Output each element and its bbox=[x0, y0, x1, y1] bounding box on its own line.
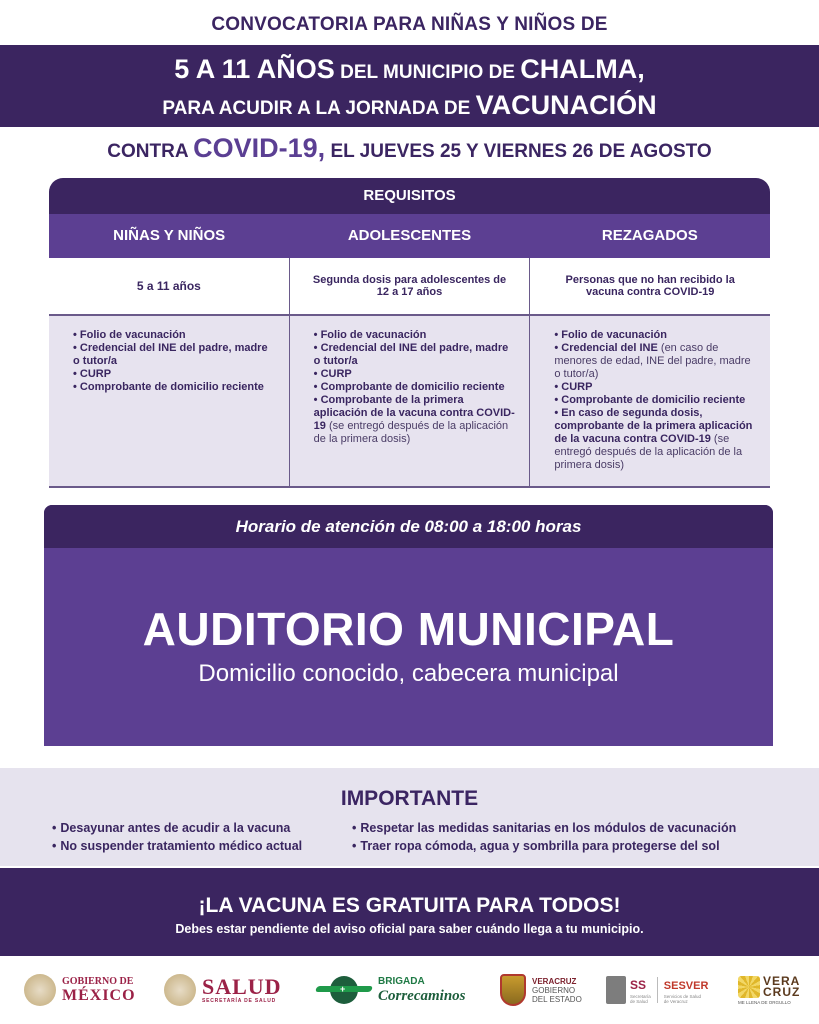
free-vaccine-title: ¡LA VACUNA ES GRATUITA PARA TODOS! bbox=[198, 894, 621, 917]
list-item: • Credencial del INE del padre, madre o tutor/a bbox=[73, 342, 268, 367]
list-item: • Comprobante de domicilio reciente bbox=[73, 381, 264, 393]
list-item: • No suspender tratamiento médico actual bbox=[52, 837, 302, 855]
requirements-column-headers bbox=[49, 214, 770, 258]
subtitle-adolescentes: Segunda dosis para adolescentes de 12 a 17 años bbox=[290, 258, 531, 314]
list-item: • Folio de vacunación bbox=[73, 329, 186, 341]
list-item: • Credencial del INE del padre, madre o tutor/a bbox=[313, 342, 509, 367]
list-item: • CURP bbox=[313, 368, 352, 380]
header-line-4 bbox=[0, 133, 819, 164]
requirements-list-adolescentes bbox=[290, 316, 531, 486]
logo-brigada-correcaminos: + BRIGADA Correcaminos bbox=[316, 972, 466, 1008]
important-title: IMPORTANTE bbox=[340, 787, 479, 810]
list-item: • Folio de vacunación bbox=[313, 329, 427, 341]
header-line-1: CONVOCATORIA PARA NIÑAS Y NIÑOS DE bbox=[211, 14, 608, 35]
requirements-subtitles bbox=[49, 258, 770, 316]
venue-name: AUDITORIO MUNICIPAL bbox=[142, 603, 675, 655]
logo-strip bbox=[0, 958, 819, 1024]
list-item: • En caso de segunda dosis, comprobante de la primera aplicación de la vacuna contra COVID-19 (se entregó después de la aplicación de la primera dosis) bbox=[554, 407, 753, 471]
important-section bbox=[0, 768, 819, 866]
column-header-rezagados: REZAGADOS bbox=[601, 227, 698, 244]
logo-ss-sesver: SS Secretaría de Salud SESVER Servicios de Salud de Veracruz bbox=[606, 972, 708, 1008]
list-item: • CURP bbox=[554, 381, 593, 393]
venue-address: Domicilio conocido, cabecera municipal bbox=[198, 660, 619, 687]
free-vaccine-subtitle: Debes estar pendiente del aviso oficial para saber cuándo llega a tu municipio. bbox=[175, 922, 644, 936]
castle-emblem-icon bbox=[606, 976, 626, 1004]
logo-salud: SALUD SECRETARÍA DE SALUD bbox=[164, 972, 282, 1008]
roadrunner-icon: + bbox=[316, 975, 372, 1005]
list-item: • Credencial del INE (en caso de menores de edad, INE del padre, madre o tutor/a) bbox=[554, 342, 751, 380]
header-line-2-connector: DEL MUNICIPIO DE bbox=[334, 62, 521, 83]
schedule-hours: Horario de atención de 08:00 a 18:00 horas bbox=[44, 505, 773, 548]
requirements-body bbox=[49, 316, 770, 488]
logo-veracruz-brand: VERA CRUZ ME LLENA DE ORGULLO bbox=[738, 973, 801, 1005]
important-list-left bbox=[52, 819, 302, 855]
list-item: • Folio de vacunación bbox=[554, 329, 667, 341]
requirements-list-ninos bbox=[49, 316, 290, 486]
sun-pattern-icon bbox=[738, 976, 760, 998]
requirements-table bbox=[49, 178, 770, 488]
vaccination-word: VACUNACIÓN bbox=[475, 90, 657, 120]
free-vaccine-band bbox=[0, 868, 819, 956]
header-line-4-prefix: CONTRA bbox=[107, 141, 194, 162]
age-range: 5 A 11 AÑOS bbox=[174, 54, 335, 84]
list-item: • Comprobante de la primera aplicación de la vacuna contra COVID-19 (se entregó después de la aplicación de la primera dosis) bbox=[313, 394, 515, 445]
header-line-2 bbox=[0, 54, 819, 85]
list-item: • Comprobante de domicilio reciente bbox=[554, 394, 746, 406]
list-item: • Traer ropa cómoda, agua y sombrilla para protegerse del sol bbox=[352, 837, 736, 855]
requirements-list-rezagados bbox=[530, 316, 770, 486]
requirements-title: REQUISITOS bbox=[49, 178, 770, 214]
municipality: CHALMA, bbox=[520, 54, 645, 84]
list-item: • Comprobante de domicilio reciente bbox=[313, 381, 505, 393]
national-seal-icon bbox=[24, 974, 56, 1006]
subtitle-ninos: 5 a 11 años bbox=[49, 258, 290, 314]
hero-band bbox=[0, 45, 819, 127]
list-item: • Respetar las medidas sanitarias en los módulos de vacunación bbox=[352, 819, 736, 837]
logo-gobierno-mexico: GOBIERNO DE MÉXICO bbox=[24, 972, 136, 1008]
logo-veracruz-gobierno: VERACRUZ GOBIERNO DEL ESTADO bbox=[500, 972, 582, 1008]
venue-box bbox=[44, 505, 773, 746]
veracruz-shield-icon bbox=[500, 974, 526, 1006]
subtitle-rezagados: Personas que no han recibido la vacuna contra COVID-19 bbox=[565, 274, 735, 298]
header-line-3 bbox=[0, 90, 819, 121]
covid-word: COVID-19, bbox=[193, 133, 326, 163]
national-seal-icon bbox=[164, 974, 196, 1006]
list-item: • CURP bbox=[73, 368, 112, 380]
column-header-ninos: NIÑAS Y NIÑOS bbox=[113, 227, 226, 244]
important-list-right bbox=[352, 819, 736, 855]
event-dates: EL JUEVES 25 Y VIERNES 26 DE AGOSTO bbox=[325, 141, 712, 162]
header-line-3-prefix: PARA ACUDIR A LA JORNADA DE bbox=[162, 98, 476, 119]
list-item: • Desayunar antes de acudir a la vacuna bbox=[52, 819, 302, 837]
column-header-adolescentes: ADOLESCENTES bbox=[347, 227, 472, 244]
